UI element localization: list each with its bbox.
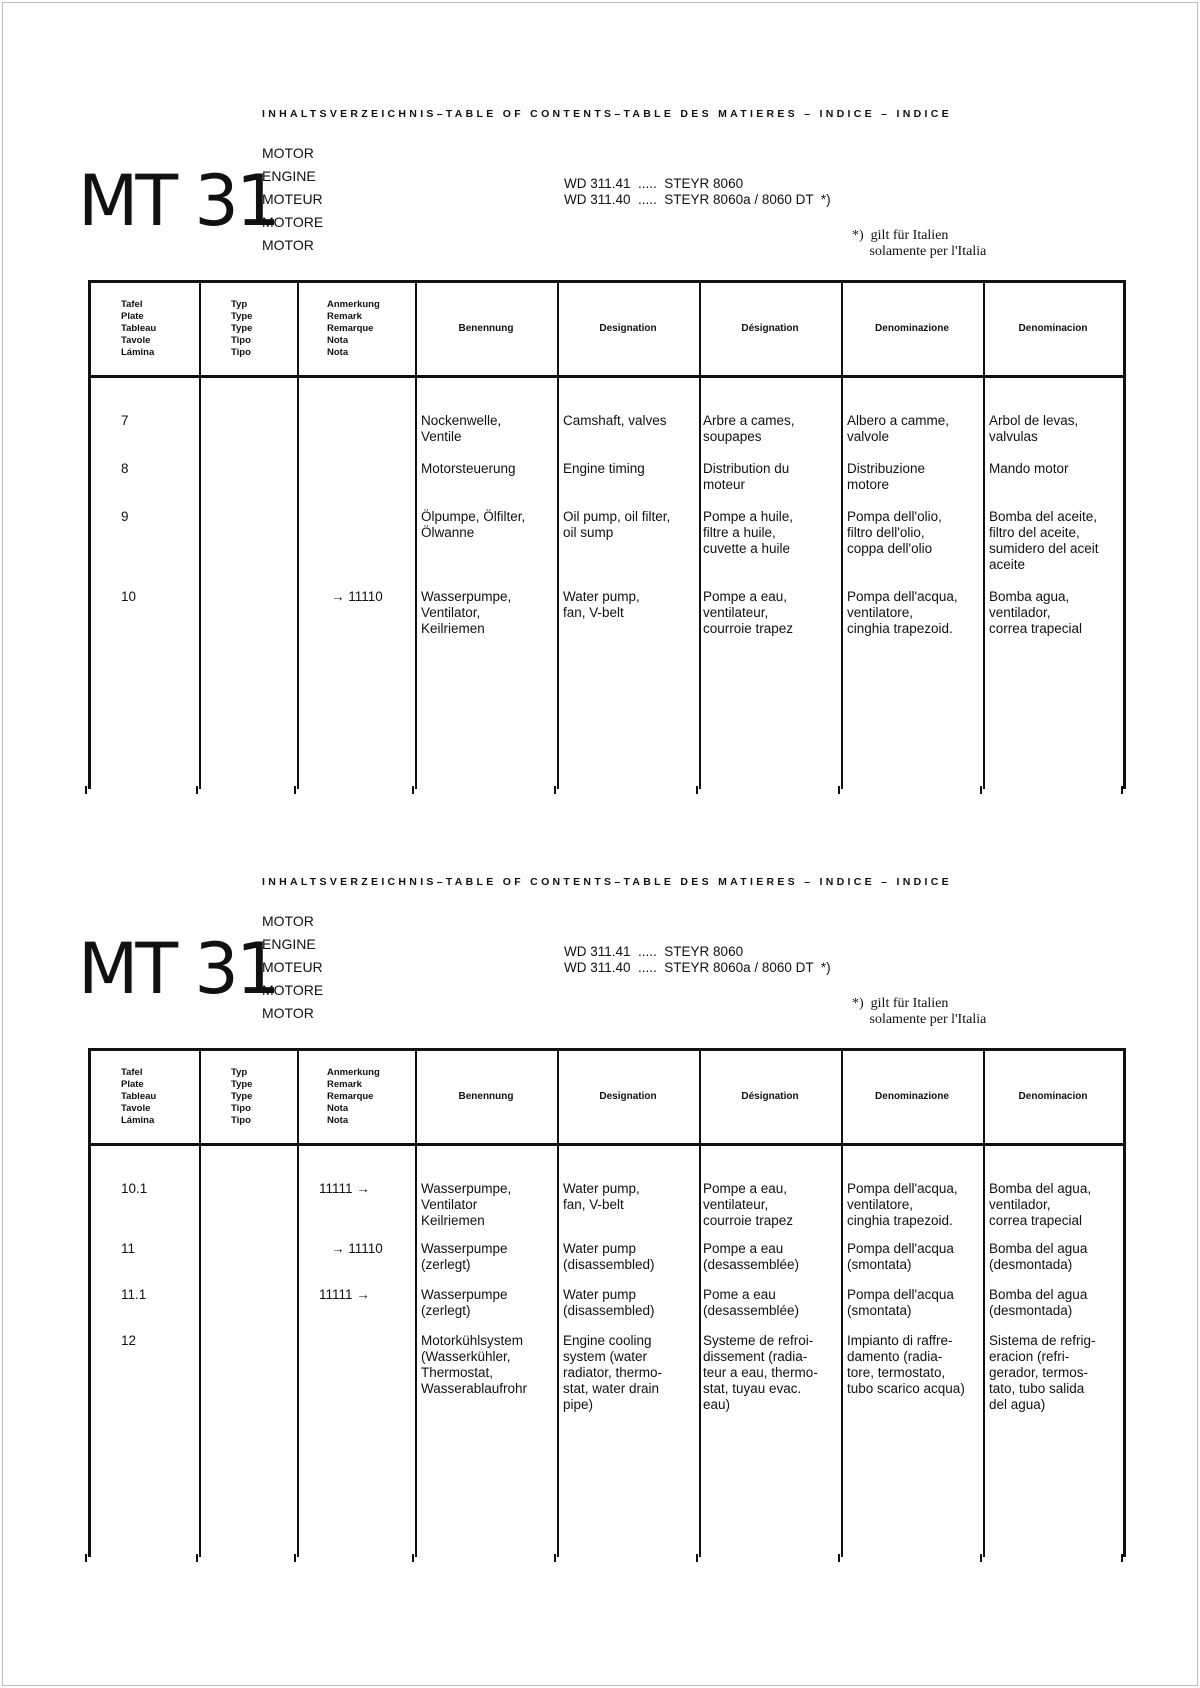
group-name: MOTORE — [262, 214, 324, 230]
group-names — [262, 910, 323, 1025]
column-divider — [557, 283, 559, 789]
column-divider — [297, 1051, 299, 1557]
cell-plate: 8 — [121, 461, 129, 476]
group-names — [262, 142, 323, 257]
header-fr: Désignation — [741, 323, 799, 334]
header-plate-label: Lámina — [121, 347, 155, 358]
cell-de: Ölpumpe, Ölfilter, Ölwanne — [421, 509, 526, 540]
cell-plate: 7 — [121, 413, 129, 428]
column-divider — [557, 1051, 559, 1557]
column-divider — [983, 1051, 985, 1557]
header-es: Denominacion — [1018, 323, 1088, 334]
header-plate-label: Tavole — [121, 1103, 151, 1114]
cell-fr: Distribution du moteur — [703, 461, 790, 492]
header-it: Denominazione — [875, 1091, 949, 1102]
footnote-line: solamente per l'Italia — [852, 244, 987, 259]
cell-fr: Pompe a huile, filtre a huile, cuvette a huile — [703, 509, 794, 556]
cell-remark: → 11110 — [331, 589, 383, 604]
cell-en: Engine timing — [563, 461, 645, 476]
header-plate — [121, 299, 156, 359]
bottom-tick — [1121, 1554, 1123, 1562]
header-plate-label: Tafel — [121, 1067, 143, 1078]
cell-en: Water pump, fan, V-belt — [563, 1181, 640, 1212]
bottom-tick — [85, 1554, 87, 1562]
header-remark-label: Anmerkung — [327, 1067, 380, 1078]
cell-fr: Pompe a eau (desassemblée) — [703, 1241, 800, 1272]
cell-remark: → 11110 — [331, 1241, 383, 1256]
cell-remark: 11111 → — [319, 1287, 370, 1302]
header-remark — [327, 299, 380, 359]
header-it: Denominazione — [875, 323, 949, 334]
cell-it: Distribuzione motore — [847, 461, 926, 492]
toc-section-1 — [0, 0, 1200, 820]
group-name: MOTOR — [262, 913, 314, 929]
header-de: Benennung — [458, 1091, 514, 1102]
header-plate-label: Tableau — [121, 1091, 157, 1102]
column-divider — [199, 1051, 201, 1557]
header-type-label: Tipo — [231, 347, 251, 358]
cell-en: Water pump (disassembled) — [563, 1241, 655, 1272]
header-plate — [121, 1067, 156, 1127]
header-remark-label: Nota — [327, 335, 349, 346]
cell-fr: Systeme de refroi- dissement (radia- teur a eau, thermo- stat, tuyau evac. eau) — [703, 1333, 818, 1412]
cell-it: Pompa dell'acqua, ventilatore, cinghia trapezoid. — [847, 1181, 958, 1228]
header-plate-label: Plate — [121, 311, 144, 322]
header-type-label: Tipo — [231, 335, 251, 346]
cell-de: Motorkühlsystem (Wasserkühler, Thermostat, Wasserablaufrohr — [421, 1333, 528, 1396]
cell-fr: Pompe a eau, ventilateur, courroie trapez — [703, 1181, 794, 1228]
cell-plate: 11 — [121, 1241, 136, 1256]
header-remark-label: Remark — [327, 311, 362, 322]
bottom-tick — [412, 1554, 414, 1562]
cell-es: Mando motor — [989, 461, 1069, 476]
header-plate-label: Tavole — [121, 335, 151, 346]
group-name: MOTEUR — [262, 191, 323, 207]
header-type — [231, 299, 252, 359]
group-code: MT 31 — [78, 928, 278, 1010]
variant-list — [564, 176, 831, 208]
header-type-label: Type — [231, 323, 253, 334]
column-divider — [415, 1051, 417, 1557]
header-remark-label: Remarque — [327, 323, 374, 334]
toc-title: INHALTSVERZEICHNIS–TABLE OF CONTENTS–TABLE DES MATIERES – INDICE – INDICE — [262, 876, 952, 888]
bottom-tick — [838, 1554, 840, 1562]
cell-it: Pompa dell'olio, filtro dell'olio, coppa dell'olio — [847, 509, 942, 556]
cell-it: Pompa dell'acqua (smontata) — [847, 1241, 954, 1272]
header-en: Designation — [599, 323, 657, 334]
footnote — [852, 996, 986, 1028]
cell-fr: Pome a eau (desassemblée) — [703, 1287, 800, 1318]
footnote — [852, 228, 986, 260]
column-divider — [415, 283, 417, 789]
header-remark — [327, 1067, 380, 1127]
cell-plate: 12 — [121, 1333, 137, 1348]
toc-title: INHALTSVERZEICHNIS–TABLE OF CONTENTS–TABLE DES MATIERES – INDICE – INDICE — [262, 108, 952, 120]
cell-en: Camshaft, valves — [563, 413, 667, 428]
header-plate-label: Plate — [121, 1079, 144, 1090]
header-divider — [91, 1143, 1123, 1146]
header-type-label: Tipo — [231, 1115, 251, 1126]
group-name: ENGINE — [262, 936, 316, 952]
cell-es: Bomba del agua (desmontada) — [989, 1287, 1088, 1318]
cell-it: Pompa dell'acqua (smontata) — [847, 1287, 954, 1318]
bottom-tick — [696, 1554, 698, 1562]
footnote-line: *) gilt für Italien — [852, 228, 949, 243]
cell-en: Engine cooling system (water radiator, thermo- stat, water drain pipe) — [563, 1333, 663, 1412]
column-divider — [841, 283, 843, 789]
header-remark-label: Remarque — [327, 1091, 374, 1102]
bottom-tick — [980, 1554, 982, 1562]
footnote-line: *) gilt für Italien — [852, 996, 949, 1011]
cell-plate: 10.1 — [121, 1181, 148, 1196]
cell-remark: 11111 → — [319, 1181, 370, 1196]
cell-de: Motorsteuerung — [421, 461, 516, 476]
header-plate-label: Lámina — [121, 1115, 155, 1126]
cell-plate: 11.1 — [121, 1287, 147, 1302]
header-en: Designation — [599, 1091, 657, 1102]
cell-plate: 10 — [121, 589, 137, 604]
group-name: ENGINE — [262, 168, 316, 184]
cell-it: Impianto di raffre- damento (radia- tore, termostato, tubo scarico acqua) — [847, 1333, 965, 1396]
variant-line: WD 311.41 ..... STEYR 8060 — [564, 944, 744, 959]
cell-it: Pompa dell'acqua, ventilatore, cinghia trapezoid. — [847, 589, 958, 636]
cell-fr: Arbre a cames, soupapes — [703, 413, 795, 444]
variant-line: WD 311.40 ..... STEYR 8060a / 8060 DT *) — [564, 192, 831, 207]
cell-de: Wasserpumpe (zerlegt) — [421, 1241, 508, 1272]
cell-de: Wasserpumpe, Ventilator, Keilriemen — [421, 589, 512, 636]
column-divider — [297, 283, 299, 789]
variant-list — [564, 944, 831, 976]
header-type — [231, 1067, 252, 1127]
group-name: MOTEUR — [262, 959, 323, 975]
header-remark-label: Anmerkung — [327, 299, 380, 310]
footnote-line: solamente per l'Italia — [852, 1012, 987, 1027]
header-es: Denominacion — [1018, 1091, 1088, 1102]
header-type-label: Type — [231, 1091, 253, 1102]
cell-plate: 9 — [121, 509, 129, 524]
group-name: MOTORE — [262, 982, 324, 998]
column-divider — [699, 1051, 701, 1557]
cell-es: Bomba del agua, ventilador, correa trapecial — [989, 1181, 1092, 1228]
header-remark-label: Nota — [327, 1103, 349, 1114]
variant-line: WD 311.40 ..... STEYR 8060a / 8060 DT *) — [564, 960, 831, 975]
cell-en: Water pump, fan, V-belt — [563, 589, 640, 620]
group-name: MOTOR — [262, 1005, 314, 1021]
bottom-tick — [196, 1554, 198, 1562]
header-type-label: Type — [231, 311, 253, 322]
cell-de: Nockenwelle, Ventile — [421, 413, 502, 444]
group-code: MT 31 — [78, 160, 278, 242]
cell-it: Albero a camme, valvole — [847, 413, 950, 444]
cell-es: Arbol de levas, valvulas — [989, 413, 1079, 444]
cell-de: Wasserpumpe (zerlegt) — [421, 1287, 508, 1318]
header-plate-label: Tableau — [121, 323, 157, 334]
column-divider — [199, 283, 201, 789]
contents-table — [88, 1048, 1126, 1557]
cell-en: Oil pump, oil filter, oil sump — [563, 509, 671, 540]
cell-en: Water pump (disassembled) — [563, 1287, 655, 1318]
header-remark-label: Nota — [327, 347, 349, 358]
header-remark-label: Remark — [327, 1079, 362, 1090]
cell-es: Bomba del agua (desmontada) — [989, 1241, 1088, 1272]
cell-es: Bomba agua, ventilador, correa trapecial — [989, 589, 1083, 636]
variant-line: WD 311.41 ..... STEYR 8060 — [564, 176, 744, 191]
bottom-tick — [554, 1554, 556, 1562]
header-divider — [91, 375, 1123, 378]
group-name: MOTOR — [262, 237, 314, 253]
header-remark-label: Nota — [327, 1115, 349, 1126]
column-divider — [841, 1051, 843, 1557]
column-divider — [983, 283, 985, 789]
cell-de: Wasserpumpe, Ventilator Keilriemen — [421, 1181, 512, 1228]
group-name: MOTOR — [262, 145, 314, 161]
bottom-tick — [294, 1554, 296, 1562]
header-type-label: Typ — [231, 299, 248, 310]
cell-es: Bomba del aceite, filtro del aceite, sumidero del aceit aceite — [989, 509, 1099, 572]
header-type-label: Tipo — [231, 1103, 251, 1114]
column-divider — [699, 283, 701, 789]
cell-es: Sistema de refrig- eracion (refri- gerador, termos- tato, tubo salida del agua) — [989, 1333, 1096, 1412]
header-de: Benennung — [458, 323, 514, 334]
header-fr: Désignation — [741, 1091, 799, 1102]
header-type-label: Type — [231, 1079, 253, 1090]
toc-section-2 — [0, 768, 1200, 1588]
contents-table — [88, 280, 1126, 789]
header-type-label: Typ — [231, 1067, 248, 1078]
header-plate-label: Tafel — [121, 299, 143, 310]
cell-fr: Pompe a eau, ventilateur, courroie trapez — [703, 589, 794, 636]
